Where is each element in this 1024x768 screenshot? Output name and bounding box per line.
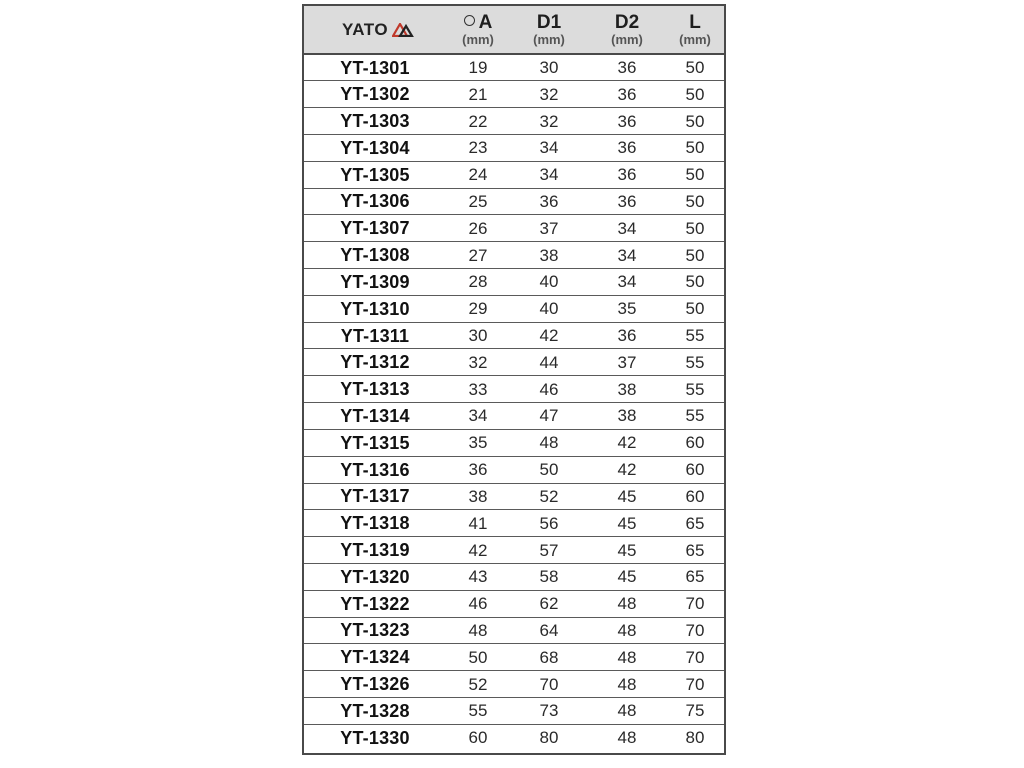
cell-model: YT-1312 — [304, 349, 446, 376]
cell-d2: 36 — [588, 322, 666, 349]
table-row — [304, 215, 724, 242]
cell-a: 42 — [446, 537, 510, 564]
column-d1-unit: (mm) — [533, 32, 565, 47]
column-header-a — [446, 6, 510, 54]
cell-a: 21 — [446, 81, 510, 108]
cell-d1: 36 — [510, 188, 588, 215]
column-d2-label: D2 — [614, 12, 640, 33]
table-row — [304, 54, 724, 81]
cell-model: YT-1302 — [304, 81, 446, 108]
cell-d1: 37 — [510, 215, 588, 242]
cell-l: 70 — [666, 671, 724, 698]
cell-model: YT-1330 — [340, 727, 410, 748]
cell-d1: 62 — [510, 590, 588, 617]
cell-d2: 48 — [588, 698, 666, 725]
table-row — [304, 81, 724, 108]
cell-model: YT-1315 — [304, 429, 446, 456]
cell-d2: 45 — [588, 483, 666, 510]
cell-model: YT-1303 — [304, 108, 446, 135]
cell-l: 65 — [666, 563, 724, 590]
table-row — [304, 617, 724, 644]
cell-l: 50 — [666, 295, 724, 322]
cell-d2: 36 — [588, 161, 666, 188]
cell-model: YT-1323 — [304, 617, 446, 644]
cell-d2: 34 — [588, 215, 666, 242]
cell-a: 46 — [446, 590, 510, 617]
table-row — [304, 483, 724, 510]
table-row — [304, 537, 724, 564]
cell-d2: 42 — [588, 456, 666, 483]
cell-a: 55 — [446, 698, 510, 725]
cell-l: 50 — [666, 242, 724, 269]
cell-model: YT-1310 — [304, 295, 446, 322]
cell-d1: 42 — [510, 322, 588, 349]
cell-l: 80 — [685, 728, 705, 748]
table-header — [304, 6, 724, 54]
yato-triangle-logo-icon — [392, 23, 414, 37]
cell-d1: 38 — [510, 242, 588, 269]
cell-a: 41 — [446, 510, 510, 537]
cell-model: YT-1311 — [304, 322, 446, 349]
cell-d2: 34 — [588, 269, 666, 296]
cell-a: 29 — [446, 295, 510, 322]
table-row — [304, 698, 724, 725]
table-row — [304, 322, 724, 349]
cell-d1: 30 — [510, 54, 588, 81]
cell-d2: 38 — [588, 376, 666, 403]
cell-l: 65 — [666, 537, 724, 564]
cell-d1: 40 — [510, 269, 588, 296]
cell-a: 26 — [446, 215, 510, 242]
table-row — [304, 188, 724, 215]
table-row — [304, 108, 724, 135]
cell-d2: 48 — [588, 590, 666, 617]
column-header-d1 — [510, 6, 588, 54]
cell-l: 75 — [666, 698, 724, 725]
cell-d2: 45 — [588, 510, 666, 537]
table-row — [304, 269, 724, 296]
table-row — [304, 403, 724, 430]
cell-l: 60 — [666, 429, 724, 456]
cell-d2: 48 — [588, 671, 666, 698]
cell-d1: 46 — [510, 376, 588, 403]
cell-a: 48 — [446, 617, 510, 644]
cell-model: YT-1314 — [304, 403, 446, 430]
cell-d2: 36 — [588, 81, 666, 108]
cell-d1: 32 — [510, 81, 588, 108]
cell-model: YT-1313 — [304, 376, 446, 403]
cell-d1: 50 — [510, 456, 588, 483]
cell-model: YT-1318 — [304, 510, 446, 537]
cell-d2: 36 — [588, 54, 666, 81]
column-a-label: A — [478, 12, 493, 33]
cell-a: 22 — [446, 108, 510, 135]
cell-d2: 35 — [588, 295, 666, 322]
cell-l: 65 — [666, 510, 724, 537]
cell-model: YT-1324 — [304, 644, 446, 671]
cell-model: YT-1326 — [304, 671, 446, 698]
cell-l: 50 — [666, 161, 724, 188]
cell-l: 70 — [666, 590, 724, 617]
cell-a: 52 — [446, 671, 510, 698]
cell-model: YT-1322 — [304, 590, 446, 617]
cell-a: 32 — [446, 349, 510, 376]
cell-l: 50 — [666, 108, 724, 135]
cell-a: 35 — [446, 429, 510, 456]
cell-model: YT-1317 — [304, 483, 446, 510]
cell-d1: 47 — [510, 403, 588, 430]
cell-l: 55 — [666, 349, 724, 376]
column-header-l — [666, 6, 724, 54]
cell-d1: 68 — [510, 644, 588, 671]
cell-model: YT-1319 — [304, 537, 446, 564]
cell-l: 70 — [666, 617, 724, 644]
table-row — [304, 295, 724, 322]
table-row — [304, 456, 724, 483]
cell-a: 60 — [468, 728, 488, 748]
cell-model: YT-1307 — [304, 215, 446, 242]
table-row — [304, 376, 724, 403]
cell-d2: 45 — [588, 563, 666, 590]
cell-a: 34 — [446, 403, 510, 430]
cell-l: 50 — [666, 215, 724, 242]
brand-logo — [342, 20, 414, 40]
cell-model: YT-1320 — [304, 563, 446, 590]
cell-model: YT-1305 — [304, 161, 446, 188]
cell-d1: 52 — [510, 483, 588, 510]
table-row — [304, 134, 724, 161]
cell-l: 55 — [666, 322, 724, 349]
cell-a: 38 — [446, 483, 510, 510]
cell-d1: 40 — [510, 295, 588, 322]
cell-d2: 48 — [588, 617, 666, 644]
cell-d1: 70 — [510, 671, 588, 698]
table-row — [304, 161, 724, 188]
cell-d1: 56 — [510, 510, 588, 537]
table-row — [304, 563, 724, 590]
brand-cell — [304, 6, 446, 54]
cell-d2: 34 — [588, 242, 666, 269]
cell-d2: 38 — [588, 403, 666, 430]
table-row — [304, 644, 724, 671]
cell-a: 25 — [446, 188, 510, 215]
cell-model: YT-1328 — [304, 698, 446, 725]
table-body — [304, 54, 724, 751]
circle-icon — [464, 15, 475, 26]
cell-l: 50 — [666, 54, 724, 81]
cell-l: 60 — [666, 483, 724, 510]
cell-a: 50 — [446, 644, 510, 671]
cell-a: 27 — [446, 242, 510, 269]
column-header-d2 — [588, 6, 666, 54]
cell-l: 50 — [666, 188, 724, 215]
cell-d1: 34 — [510, 161, 588, 188]
table-row — [304, 590, 724, 617]
cell-d1: 80 — [539, 728, 559, 748]
cell-d1: 57 — [510, 537, 588, 564]
cell-d1: 64 — [510, 617, 588, 644]
cell-l: 50 — [666, 269, 724, 296]
table-row — [304, 349, 724, 376]
column-l-unit: (mm) — [679, 32, 711, 47]
brand-name: YATO — [341, 19, 389, 39]
cell-a: 23 — [446, 134, 510, 161]
cell-a: 33 — [446, 376, 510, 403]
cell-l: 50 — [666, 81, 724, 108]
cell-d1: 58 — [510, 563, 588, 590]
cell-l: 55 — [666, 376, 724, 403]
spec-table-container — [302, 4, 726, 755]
cell-a: 19 — [446, 54, 510, 81]
cell-a: 36 — [446, 456, 510, 483]
cell-d2: 36 — [588, 134, 666, 161]
column-d1-label: D1 — [536, 12, 562, 33]
table-row — [304, 671, 724, 698]
table-row — [304, 242, 724, 269]
cell-d2: 45 — [588, 537, 666, 564]
cell-d2: 37 — [588, 349, 666, 376]
column-l-label: L — [689, 12, 701, 33]
column-a-unit: (mm) — [462, 32, 494, 47]
cell-model: YT-1304 — [304, 134, 446, 161]
cell-d2: 48 — [588, 644, 666, 671]
cell-d1: 48 — [510, 429, 588, 456]
cell-a: 43 — [446, 563, 510, 590]
cell-l: 50 — [666, 134, 724, 161]
cell-l: 70 — [666, 644, 724, 671]
cell-model: YT-1309 — [304, 269, 446, 296]
cell-model: YT-1308 — [304, 242, 446, 269]
cell-d1: 32 — [510, 108, 588, 135]
table-row — [304, 724, 724, 751]
cell-model: YT-1306 — [304, 188, 446, 215]
cell-a: 28 — [446, 269, 510, 296]
cell-d1: 44 — [510, 349, 588, 376]
cell-model: YT-1301 — [304, 54, 446, 81]
cell-d2: 48 — [617, 728, 637, 748]
cell-l: 55 — [666, 403, 724, 430]
cell-a: 30 — [446, 322, 510, 349]
cell-d2: 42 — [588, 429, 666, 456]
cell-d2: 36 — [588, 188, 666, 215]
cell-model: YT-1316 — [304, 456, 446, 483]
cell-a: 24 — [446, 161, 510, 188]
column-d2-unit: (mm) — [611, 32, 643, 47]
table-row — [304, 510, 724, 537]
cell-d1: 73 — [510, 698, 588, 725]
header-row — [304, 6, 724, 54]
spec-table — [304, 6, 724, 751]
cell-l: 60 — [666, 456, 724, 483]
cell-d1: 34 — [510, 134, 588, 161]
table-row — [304, 429, 724, 456]
cell-d2: 36 — [588, 108, 666, 135]
